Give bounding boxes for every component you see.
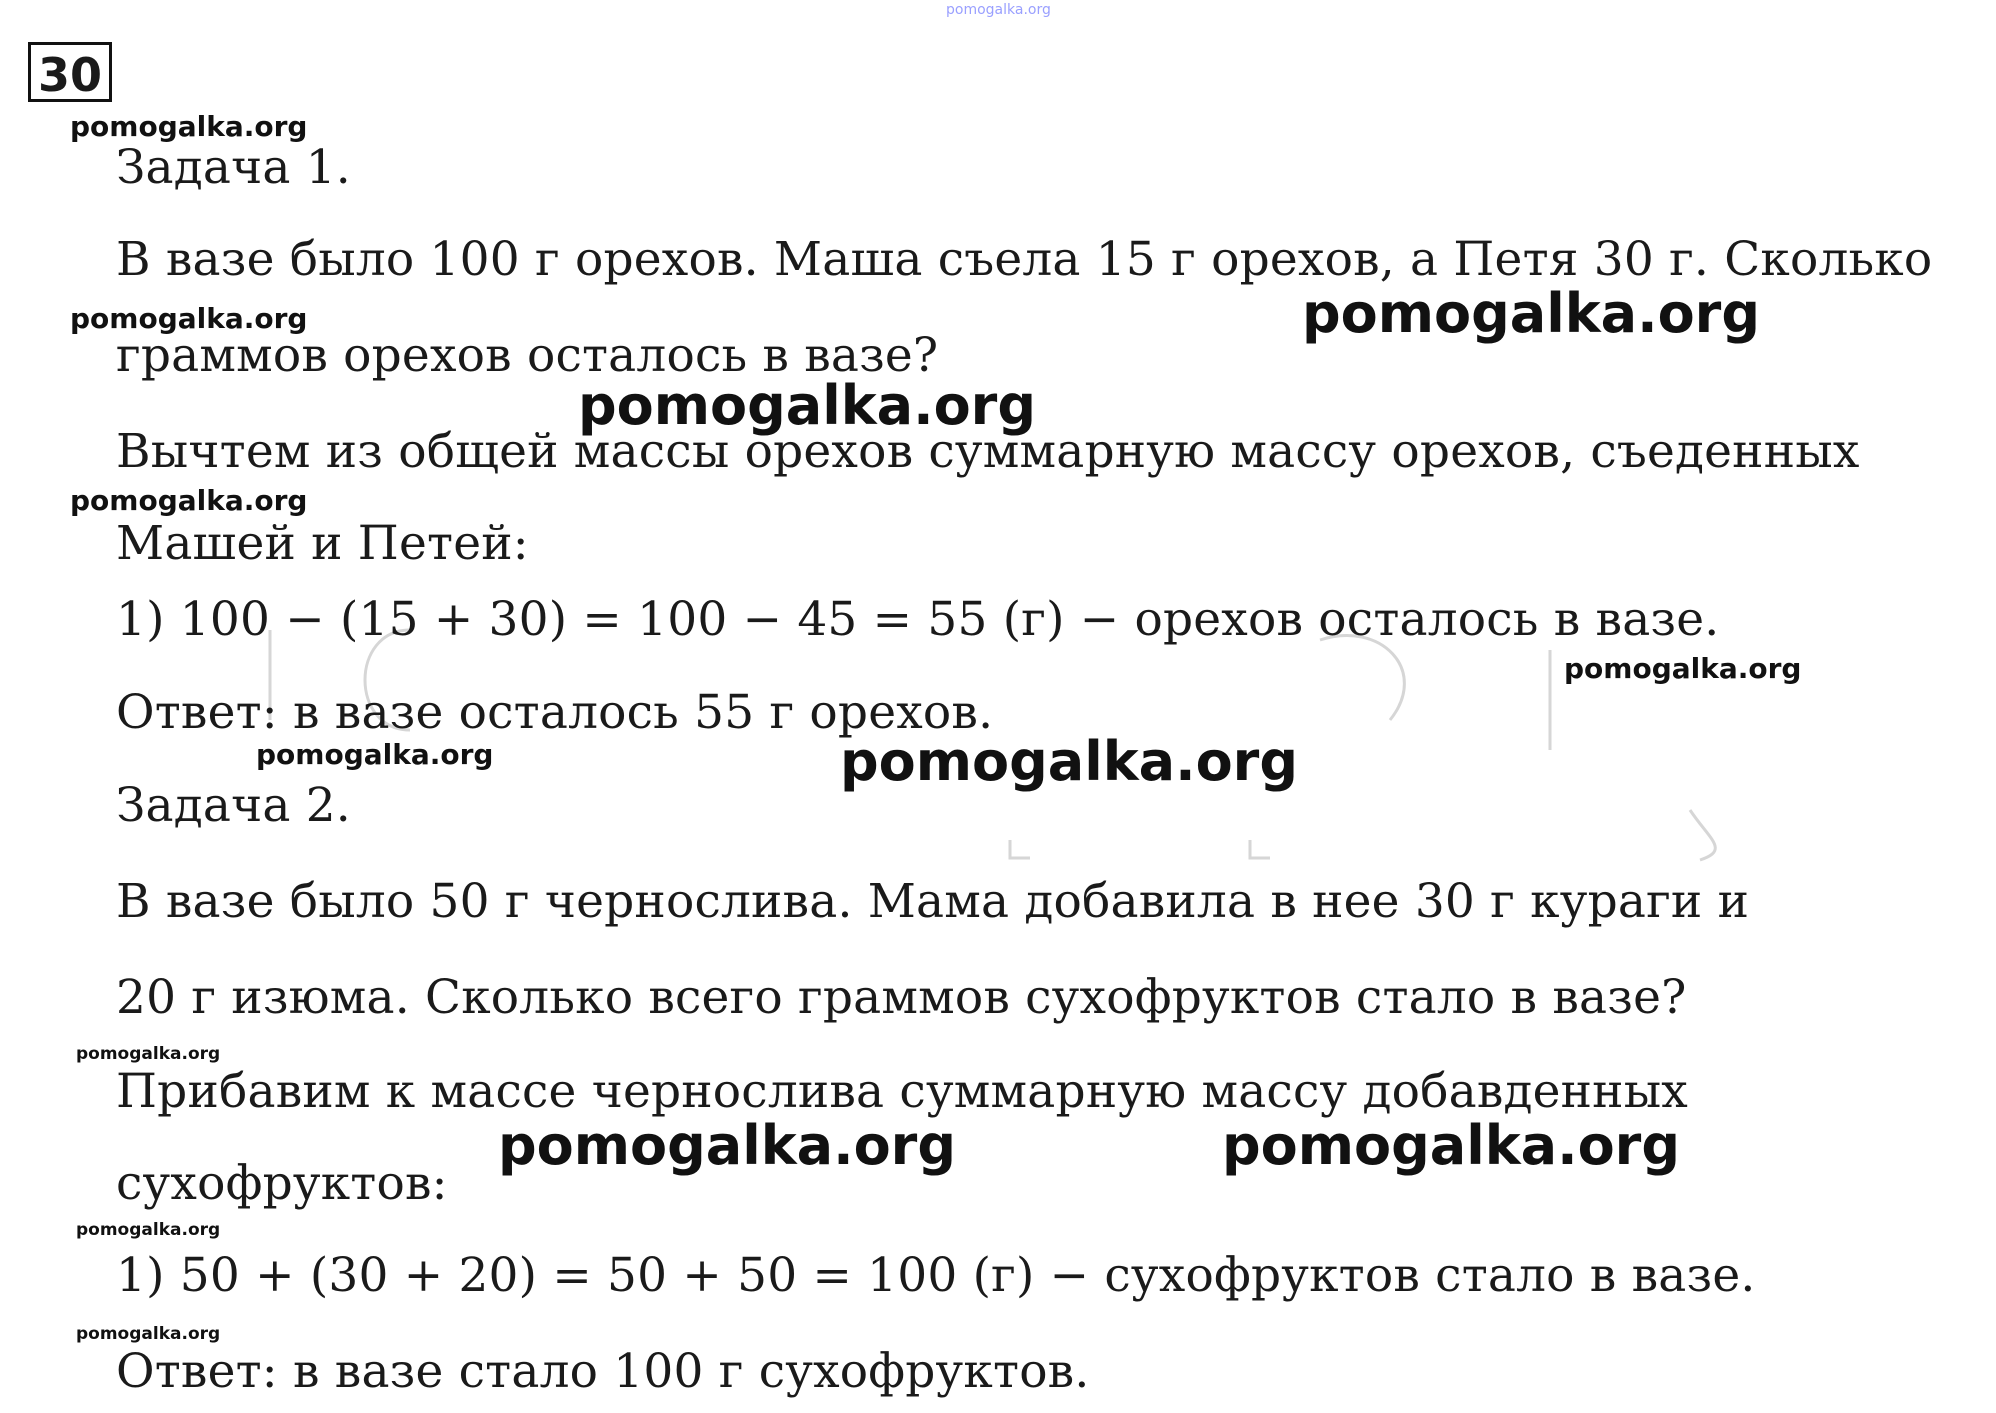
- watermark: pomogalka.org: [70, 484, 308, 517]
- watermark: pomogalka.org: [1222, 1114, 1680, 1177]
- watermark: pomogalka.org: [256, 738, 494, 771]
- task2-condition-line2: 20 г изюма. Сколько всего граммов сухофруктов стало в вазе?: [116, 970, 1687, 1025]
- task1-condition-line2: граммов орехов осталось в вазе?: [116, 328, 939, 383]
- task2-explanation-line1: Прибавим к массе чернослива суммарную массу добавденных: [116, 1064, 1689, 1119]
- task1-solution: 1) 100 − (15 + 30) = 100 − 45 = 55 (г) − орехов осталось в вазе.: [116, 592, 1720, 647]
- task1-condition-line1: В вазе было 100 г орехов. Маша съела 15 г орехов, а Петя 30 г. Сколько: [116, 232, 1933, 287]
- watermark: pomogalka.org: [498, 1114, 956, 1177]
- task2-answer: Ответ: в вазе стало 100 г сухофруктов.: [116, 1344, 1090, 1399]
- task2-title: Задача 2.: [116, 778, 351, 833]
- exercise-number: 30: [28, 42, 112, 102]
- task2-condition-line1: В вазе было 50 г чернослива. Мама добавила в нее 30 г кураги и: [116, 874, 1750, 929]
- task2-solution: 1) 50 + (30 + 20) = 50 + 50 = 100 (г) − сухофруктов стало в вазе.: [116, 1248, 1756, 1303]
- task1-answer: Ответ: в вазе осталось 55 г орехов.: [116, 685, 994, 740]
- watermark: pomogalka.org: [1302, 282, 1760, 345]
- task1-title: Задача 1.: [116, 140, 351, 195]
- watermark: pomogalka.org: [76, 1220, 221, 1240]
- watermark: pomogalka.org: [1564, 652, 1802, 685]
- watermark: pomogalka.org: [70, 110, 308, 143]
- task2-explanation-line2: сухофруктов:: [116, 1156, 448, 1211]
- watermark-top: pomogalka.org: [946, 2, 1051, 18]
- watermark: pomogalka.org: [578, 374, 1036, 437]
- watermark: pomogalka.org: [76, 1324, 221, 1344]
- watermark: pomogalka.org: [70, 302, 308, 335]
- watermark: pomogalka.org: [76, 1044, 221, 1064]
- task1-explanation-line1: Вычтем из общей массы орехов суммарную массу орехов, съеденных: [116, 424, 1860, 479]
- watermark: pomogalka.org: [840, 730, 1298, 793]
- task1-explanation-line2: Машей и Петей:: [116, 516, 529, 571]
